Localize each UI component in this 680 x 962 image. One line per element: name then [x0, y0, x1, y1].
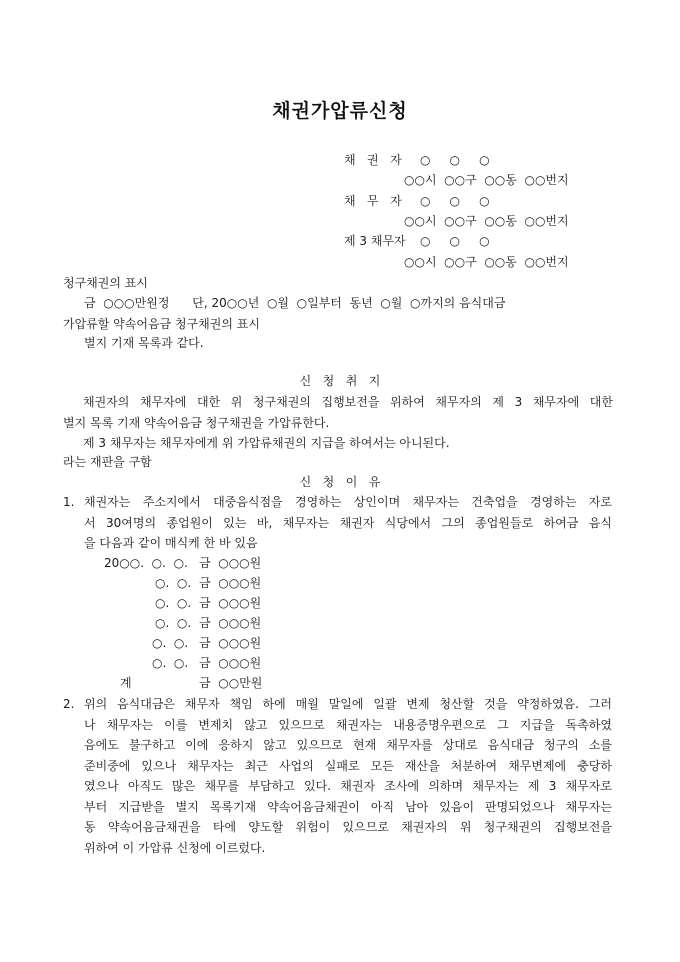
payment-date: ○. ○. — [155, 596, 192, 610]
payment-total-label: 계 — [120, 676, 132, 690]
payment-amount: 금 ○○○원 — [199, 556, 262, 570]
payment-amount: 금 ○○○원 — [199, 596, 262, 610]
creditor-label: 채 권 자 — [344, 153, 402, 167]
debtor-address: ○○시 ○○구 ○○동 ○○번지 — [404, 214, 569, 228]
reason-line: 서 30여명의 종업원이 있는 바, 채무자는 채권자 식당에서 그의 종업원들로 하여금 음식 — [84, 515, 612, 530]
seized-text: 별지 기재 목록과 같다. — [84, 336, 204, 350]
seized-heading: 가압류할 약속어음금 청구채권의 표시 — [63, 317, 260, 331]
reason-line: 동 약속어음금채권을 타에 양도할 위험이 있으므로 채권자의 위 청구채권의 집행보전을 — [84, 820, 612, 834]
reason-line: 준비중에 있으나 채무자는 최근 사업의 실패로 모든 재산을 처분하여 채무변제에 충당하 — [84, 758, 612, 773]
payment-amount: 금 ○○○원 — [199, 636, 262, 650]
reasons-heading: 신 청 이 유 — [299, 475, 381, 489]
document-title: 채권가압류신청 — [272, 100, 408, 122]
purpose-line: 채권자의 채무자에 대한 위 청구채권의 집행보전을 위하여 채무자의 제 3 채무자에 대한 — [83, 395, 613, 409]
reason-paragraph-2 — [84, 694, 612, 858]
reason-line: 였으나 아직도 많은 채무를 부담하고 있다. 채권자 조사에 의하며 채무자는 제 3 채무자로 — [84, 779, 612, 793]
third-debtor-address: ○○시 ○○구 ○○동 ○○번지 — [404, 255, 569, 269]
creditor-address: ○○시 ○○구 ○○동 ○○번지 — [404, 173, 569, 187]
creditor-name: ○ ○ ○ — [420, 153, 490, 167]
purpose-line: 라는 재판을 구함 — [63, 455, 152, 469]
purpose-paragraph — [63, 392, 613, 433]
claim-heading: 청구채권의 표시 — [63, 276, 148, 290]
reason-line: 나 채무자는 이를 변제치 않고 있으므로 채권자는 내용증명우편으로 그 지급을 독촉하였 — [84, 717, 612, 732]
reason-paragraph-1 — [84, 492, 612, 554]
payment-amount: 금 ○○○원 — [199, 616, 262, 630]
payment-amount: 금 ○○○원 — [199, 656, 262, 670]
reason-line: 을 다음과 같이 매식케 한 바 있음 — [84, 536, 258, 550]
debtor-label: 채 무 자 — [344, 194, 402, 208]
payment-date: ○. ○. — [155, 616, 192, 630]
reason-line: 부터 지급받을 별지 목록기재 약속어음금채권이 아직 남아 있음이 판명되었으나 채무자는 — [84, 799, 612, 814]
payment-date: 20○○. ○. ○. — [104, 556, 188, 570]
payment-total-amount: 금 ○○만원 — [199, 676, 263, 690]
payment-amount: 금 ○○○원 — [199, 576, 262, 590]
reason-line: 위하여 이 가압류 신청에 이르렀다. — [84, 840, 266, 855]
purpose-line: 제 3 채무자는 채무자에게 위 가압류채권의 지급을 하여서는 아니된다. — [83, 436, 450, 450]
payment-date: ○. ○. — [152, 636, 189, 650]
reason-line: 위의 음식대금은 채무자 책임 하에 매월 말일에 일괄 변제 청산할 것을 약정하였음. 그러 — [84, 697, 612, 711]
purpose-heading: 신 청 취 지 — [299, 374, 381, 388]
reason-number: 2. — [63, 697, 75, 711]
third-debtor-label: 제 3 채무자 — [344, 234, 406, 248]
third-debtor-name: ○ ○ ○ — [420, 234, 490, 248]
reason-line: 음에도 불구하고 이에 응하지 않고 있으므로 현재 채무자를 상대로 음식대금 청구의 소를 — [84, 738, 612, 752]
debtor-name: ○ ○ ○ — [420, 194, 490, 208]
reason-line: 채권자는 주소지에서 대중음식점을 경영하는 상인이며 채무자는 건축업을 경영하는 자로 — [84, 495, 612, 509]
payment-date: ○. ○. — [152, 656, 189, 670]
payment-date: ○. ○. — [155, 576, 192, 590]
reason-number: 1. — [63, 495, 75, 509]
purpose-line: 별지 목록 기재 약속어음금 청구채권을 가압류한다. — [63, 415, 330, 430]
claim-text: 금 ○○○만원정 단, 20○○년 ○월 ○일부터 동년 ○월 ○까지의 음식대금 — [84, 296, 506, 310]
